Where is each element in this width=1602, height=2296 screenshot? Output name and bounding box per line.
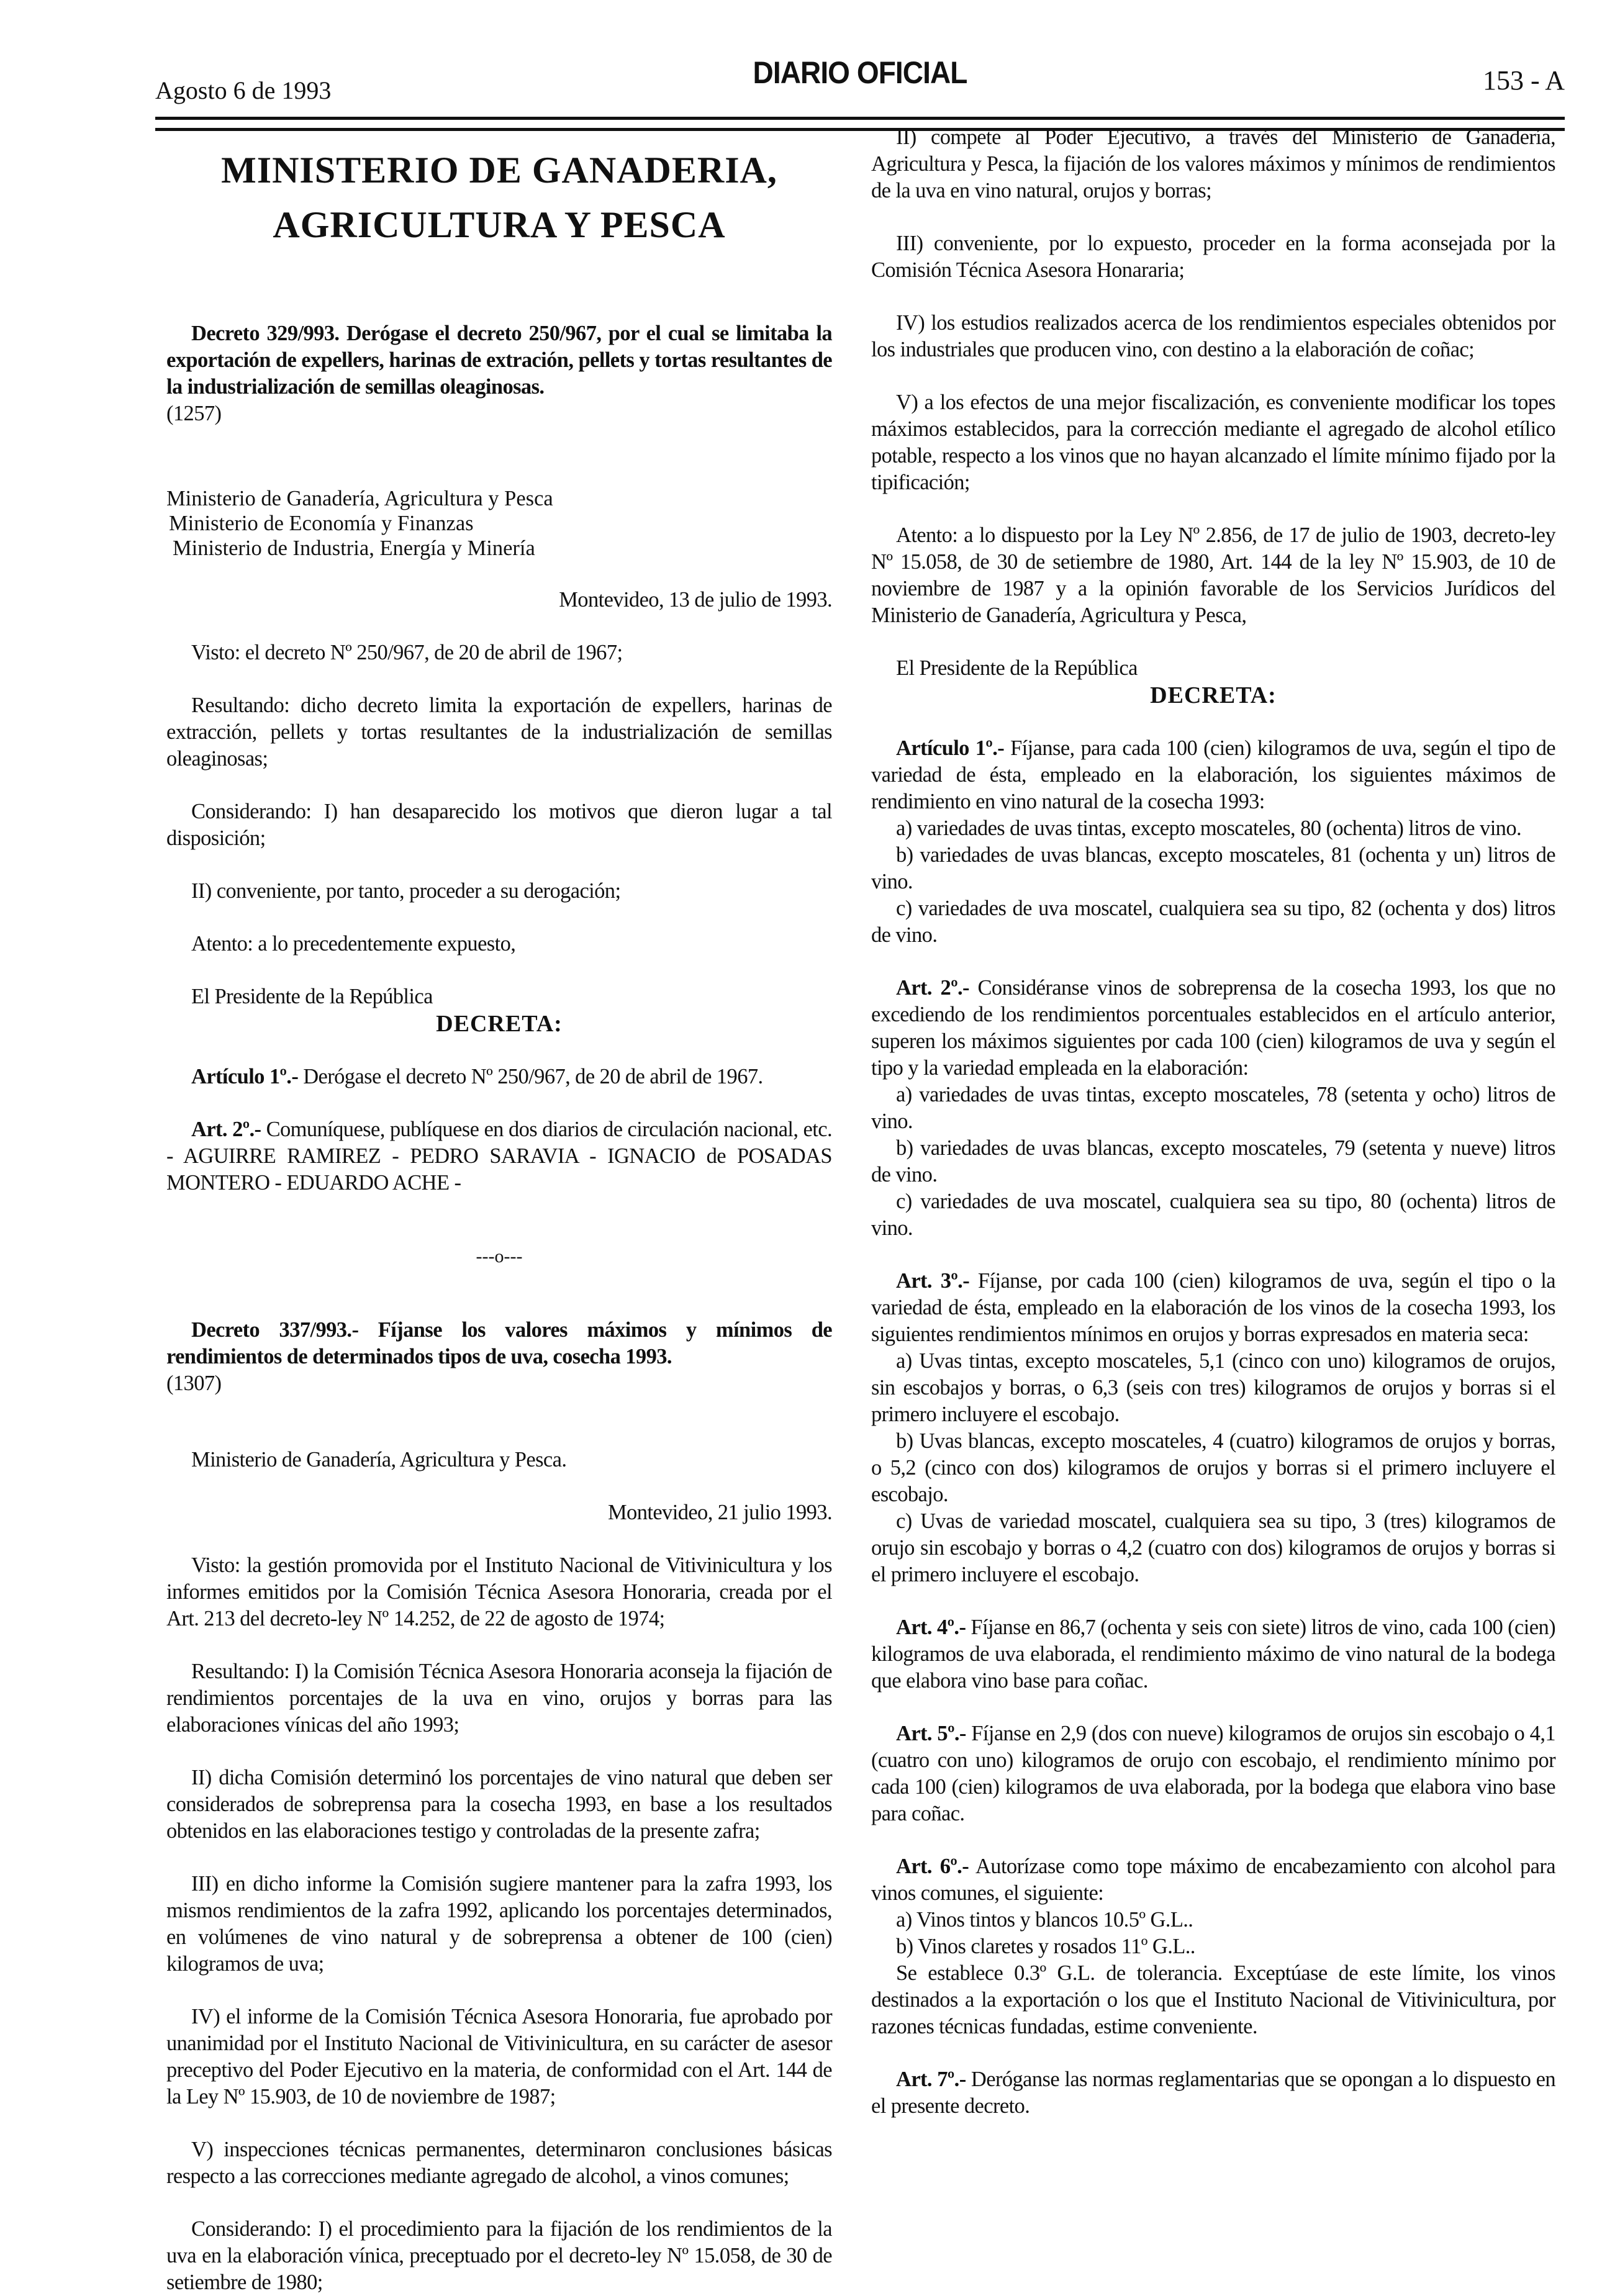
article-label: Art. 7º.- — [896, 2068, 966, 2091]
article-text: Deróganse las normas reglamentarias que se opongan a lo dispuesto en el presente decreto. — [871, 2068, 1555, 2118]
article-item: b) variedades de uvas blancas, excepto moscateles, 81 (ochenta y un) litros de vino. — [871, 843, 1555, 893]
article-body — [871, 1853, 1555, 1907]
decree2-considerando-3: III) conveniente, por lo expuesto, proceder en la forma aconsejada por la Comisión Técnica Asesora Honararia; — [871, 232, 1555, 282]
decree1-article-1 — [166, 1064, 832, 1090]
article-item: b) Uvas blancas, excepto moscateles, 4 (cuatro) kilogramos de orujos y borras, o 5,2 (cinco con dos) kilogramos de orujos y borras si el primero incluyere el escobajo. — [871, 1429, 1555, 1506]
decree2-article — [871, 1614, 1555, 1694]
decree1-presidente: El Presidente de la República — [191, 985, 433, 1008]
decree2-atento: Atento: a lo dispuesto por la Ley Nº 2.856, de 17 de julio de 1903, decreto-ley Nº 15.058, de 30 de setiembre de 1980, Art. 144 de la ley Nº 15.903, de 10 de noviembre de 1987 y a la opinión favorable de los Servicios Jurídicos del Ministerio de Ganadería, Agricultura y Pesca, — [871, 523, 1555, 627]
decree2-decreta: DECRETA: — [1150, 682, 1277, 708]
decree1-place-date: Montevideo, 13 de julio de 1993. — [559, 588, 832, 612]
article-label: Art. 4º.- — [896, 1616, 966, 1639]
article-label: Art. 3º.- — [896, 1269, 970, 1293]
decree2-resultando-1: Resultando: I) la Comisión Técnica Asesora Honoraria aconseja la fijación de rendimientos porcentajes de la uva en vino, orujos y borras para las elaboraciones vínicas del año 1993; — [166, 1660, 832, 1737]
article-label: Art. 2º.- — [191, 1118, 261, 1141]
article-text: Derógase el decreto Nº 250/967, de 20 de abril de 1967. — [298, 1065, 763, 1088]
article-item: a) Vinos tintos y blancos 10.5º G.L.. — [896, 1908, 1193, 1932]
article-item: c) Uvas de variedad moscatel, cualquiera sea su tipo, 3 (tres) kilogramos de orujo sin escobajo y borras o 4,2 (cuatro con dos) kilogramos de orujos y borras si el primero incluyere el escobajo. — [871, 1509, 1555, 1586]
article-item: c) variedades de uva moscatel, cualquiera sea su tipo, 80 (ochenta) litros de vino. — [871, 1190, 1555, 1240]
article-text: Autorízase como tope máximo de encabezamiento con alcohol para vinos comunes, el siguiente: — [871, 1855, 1555, 1905]
ministry-line: Ministerio de Industria, Energía y Minería — [173, 536, 535, 560]
decree2-considerando-1: Considerando: I) el procedimiento para la fijación de los rendimientos de la uva en la elaboración vínica, preceptuado por el decreto-ley Nº 15.058, de 30 de setiembre de 1980; — [166, 2217, 832, 2294]
section-separator: ---o--- — [476, 1246, 523, 1267]
decree1-visto: Visto: el decreto Nº 250/967, de 20 de abril de 1967; — [191, 641, 623, 664]
decree1-ref: (1257) — [166, 402, 222, 425]
right-column — [871, 124, 1555, 2120]
article-item: b) Vinos claretes y rosados 11º G.L.. — [896, 1935, 1195, 1958]
decree2-ministry: Ministerio de Ganadería, Agricultura y Pesca. — [191, 1448, 567, 1471]
publication-title: DIARIO OFICIAL — [753, 55, 967, 90]
header-date: Agosto 6 de 1993 — [155, 76, 332, 104]
article-label: Art. 5º.- — [896, 1722, 966, 1745]
decree2-article — [871, 735, 1555, 949]
article-item: Se establece 0.3º G.L. de tolerancia. Exceptúase de este límite, los vinos destinados a la exportación o los que el Instituto Nacional de Vitivinicultura, por razones técnicas fundadas, estime conveniente. — [871, 1961, 1555, 2038]
decree2-considerando-5: V) a los efectos de una mejor fiscalización, es conveniente modificar los topes máximos establecidos, para la corrección mediante el agregado de alcohol etílico potable, respecto a los vinos que no hayan alcanzado el límite mínimo fijado por la tipificación; — [871, 391, 1555, 494]
ministry-title-line2: AGRICULTURA Y PESCA — [273, 204, 726, 245]
decree2-considerando-2: II) compete al Poder Ejecutivo, a través del Ministerio de Ganadería, Agricultura y Pesca, la fijación de los valores máximos y mínimos de rendimientos de la uva en vino natural, orujos y borras; — [871, 125, 1555, 202]
decree1-considerando-2: II) conveniente, por tanto, proceder a su derogación; — [191, 879, 621, 903]
decree1-resultando: Resultando: dicho decreto limita la exportación de expellers, harinas de extracción, pellets y tortas resultantes de la industrialización de semillas oleaginosas; — [166, 694, 832, 771]
article-body — [871, 975, 1555, 1082]
decree2-considerando-4: IV) los estudios realizados acerca de los rendimientos especiales obtenidos por los industriales que producen vino, con destino a la elaboración de coñac; — [871, 311, 1555, 361]
article-item: c) variedades de uva moscatel, cualquiera sea su tipo, 82 (ochenta y dos) litros de vino. — [871, 897, 1555, 947]
page-header — [155, 37, 1565, 130]
decree2-article — [871, 1268, 1555, 1588]
article-text: Fíjanse, para cada 100 (cien) kilogramos de uva, según el tipo de variedad de ésta, empleado en la elaboración, los siguientes máximos de rendimiento en vino natural de la cosecha 1993: — [871, 736, 1555, 813]
article-body — [871, 2066, 1555, 2120]
decree2-resultando-4: IV) el informe de la Comisión Técnica Asesora Honoraria, fue aprobado por unanimidad por el Instituto Nacional de Vitivinicultura, en su carácter de asesor preceptivo del Poder Ejecutivo en la materia, de conformidad con el Art. 144 de la Ley Nº 15.903, de 10 de noviembre de 1987; — [166, 2005, 832, 2108]
decree2-article — [871, 975, 1555, 1242]
article-body — [871, 1720, 1555, 1827]
article-item: b) variedades de uvas blancas, excepto moscateles, 79 (setenta y nueve) litros de vino. — [871, 1136, 1555, 1186]
decree2-title: Decreto 337/993.- Fíjanse los valores máximos y mínimos de rendimientos de determinados tipos de uva, cosecha 1993. — [166, 1318, 832, 1368]
decree1-ministries — [166, 486, 832, 561]
decree1-article-2 — [166, 1116, 832, 1196]
article-item: a) variedades de uvas tintas, excepto moscateles, 80 (ochenta) litros de vino. — [896, 816, 1522, 840]
decree2-resultando-5: V) inspecciones técnicas permanentes, determinaron conclusiones básicas respecto a las correcciones mediante agregado de alcohol, a vinos comunes; — [166, 2138, 832, 2188]
ministry-title-line1: MINISTERIO DE GANADERIA, — [221, 150, 777, 191]
article-label: Art. 2º.- — [896, 976, 969, 1000]
left-column — [166, 143, 832, 2296]
article-text: Comuníquese, publíquese en dos diarios de circulación nacional, etc. - AGUIRRE RAMIREZ - PEDRO SARAVIA - IGNACIO de POSADAS MONTERO - EDUARDO ACHE - — [166, 1118, 832, 1195]
article-text: Considéranse vinos de sobreprensa de la cosecha 1993, los que no excediendo de los rendimientos porcentuales establecidos en el artículo anterior, superen los máximos siguientes por cada 100 (cien) kilogramos de uva y según el tipo y la variedad empleada en la elaboración: — [871, 976, 1555, 1080]
article-text: Fíjanse, por cada 100 (cien) kilogramos de uva, según el tipo o la variedad de ésta, empleado en la elaboración de los vinos de la cosecha 1993, los siguientes rendimientos mínimos en orujos y borras expresados en materia seca: — [871, 1269, 1556, 1346]
article-item: a) variedades de uvas tintas, excepto moscateles, 78 (setenta y ocho) litros de vino. — [871, 1083, 1555, 1133]
ministry-line: Ministerio de Ganadería, Agricultura y Pesca — [166, 487, 553, 510]
article-body — [871, 1268, 1555, 1348]
decree2-articles — [871, 735, 1555, 2120]
decree1-atento: Atento: a lo precedentemente expuesto, — [191, 932, 516, 956]
decree2-visto: Visto: la gestión promovida por el Instituto Nacional de Vitivinicultura y los informes emitidos por la Comisión Técnica Asesora Honoraria, creada por el Art. 213 del decreto-ley Nº 14.252, de 22 de agosto de 1974; — [166, 1553, 832, 1630]
decree2-article — [871, 1720, 1555, 1827]
page-number: 153 - A — [1483, 65, 1565, 96]
article-label: Artículo 1º.- — [191, 1065, 299, 1088]
article-item: a) Uvas tintas, excepto moscateles, 5,1 (cinco con uno) kilogramos de orujos, sin escobajos y borras, o 6,3 (seis con tres) kilogramos de orujos y borras si el primero incluyere el escobajo. — [871, 1349, 1555, 1426]
decree2-article — [871, 1853, 1555, 2040]
decree2-place-date: Montevideo, 21 julio 1993. — [607, 1501, 832, 1524]
decree1-considerando-1: Considerando: I) han desaparecido los motivos que dieron lugar a tal disposición; — [166, 800, 832, 850]
article-body — [871, 1614, 1555, 1694]
article-body — [871, 735, 1555, 815]
article-text: Fíjanse en 2,9 (dos con nueve) kilogramos de orujos sin escobajo o 4,1 (cuatro con uno) kilogramos de orujo con escobajo, el rendimiento mínimo por cada 100 (cien) kilogramos de uva elaborada, por la bodega que elabora vino base para coñac. — [871, 1722, 1555, 1825]
ministry-line: Ministerio de Economía y Finanzas — [169, 512, 474, 535]
decree2-article — [871, 2066, 1555, 2120]
decree1-title: Decreto 329/993. Derógase el decreto 250/967, por el cual se limitaba la exportación de expellers, harinas de extración, pellets y tortas resultantes de la industrialización de semillas oleaginosas. — [166, 322, 832, 399]
decree2-ref: (1307) — [166, 1372, 222, 1395]
decree1-decreta: DECRETA: — [436, 1011, 563, 1037]
decree2-resultando-3: III) en dicho informe la Comisión sugiere mantener para la zafra 1993, los mismos rendimientos de la zafra 1992, aplicando los porcentajes determinados, en volúmenes de vino natural y de sobreprensa a obtener de 100 (cien) kilogramos de uva; — [166, 1872, 832, 1976]
article-label: Artículo 1º.- — [896, 736, 1005, 760]
decree2-resultando-2: II) dicha Comisión determinó los porcentajes de vino natural que deben ser considerados de sobreprensa para la cosecha 1993, en base a los resultados obtenidos en las elaboraciones testigo y controladas de la presente zafra; — [166, 1766, 832, 1843]
article-text: Fíjanse en 86,7 (ochenta y seis con siete) litros de vino, cada 100 (cien) kilogramos de uva elaborada, el rendimiento máximo de vino natural de la bodega que elabora vino base para coñac. — [871, 1616, 1556, 1693]
article-label: Art. 6º.- — [896, 1855, 969, 1878]
decree2-presidente: El Presidente de la República — [896, 656, 1138, 680]
header-rule-top — [155, 117, 1565, 120]
